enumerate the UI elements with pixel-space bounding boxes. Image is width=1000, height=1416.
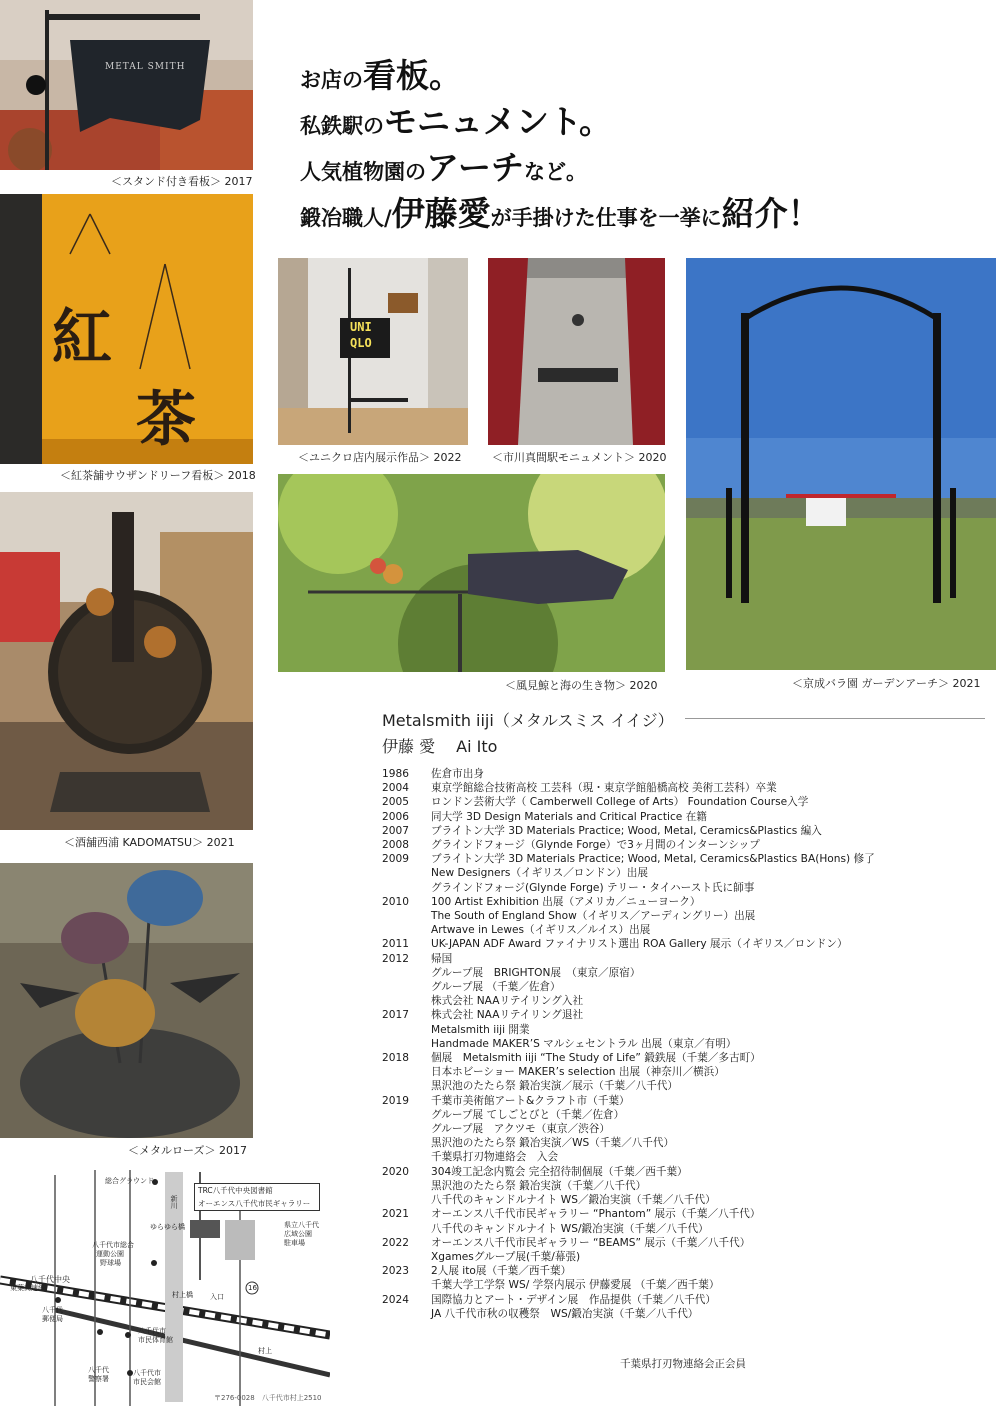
map-label-police-2: 警察署 [88, 1375, 109, 1383]
career-row [382, 1179, 992, 1193]
career-row [382, 909, 992, 923]
career-row [382, 895, 992, 909]
career-row [382, 1136, 992, 1150]
headline-segment: お店の [300, 67, 363, 92]
headline-line-4 [300, 188, 821, 235]
career-entry: 株式会社 NAAリテイリング退社 [431, 1009, 584, 1022]
career-entry: Metalsmith iiji 開業 [431, 1023, 530, 1036]
map-venue-line-1: TRC八千代中央図書館 [198, 1186, 273, 1195]
career-entry: 同大学 3D Design Materials and Critical Practice 在籍 [431, 810, 707, 823]
career-row [382, 838, 992, 852]
career-entry: ロンドン芸術大学（ Camberwell College of Arts） Foundation Course入学 [431, 796, 809, 809]
career-entry: グラインドフォージ(Glynde Forge) テリー・タイハースト氏に師事 [431, 881, 755, 894]
career-row [382, 1165, 992, 1179]
career-entry: Xgamesグループ展(千葉/幕張) [431, 1250, 581, 1263]
career-row [382, 1264, 992, 1278]
career-year: 2023 [382, 1265, 409, 1278]
career-year [382, 1065, 431, 1079]
career-row [382, 1094, 992, 1108]
career-row [382, 881, 992, 895]
career-year: 2011 [382, 938, 409, 951]
headline-line-1 [300, 50, 462, 97]
map-label-post-2: 郵便局 [42, 1315, 63, 1323]
map-label-murakami: 村上 [258, 1347, 272, 1355]
photo-kadomatsu [0, 492, 253, 830]
map-label-murakami-bridge: 村上橋 [172, 1291, 193, 1299]
career-row [382, 824, 992, 838]
brand-divider [685, 718, 985, 719]
career-row [382, 994, 992, 1008]
career-entry: 日本ホビーショー MAKER’s selection 出展（神奈川／横浜） [431, 1066, 725, 1079]
career-year [382, 1278, 431, 1292]
headline-segment: 人気植物園の [300, 159, 426, 184]
headline-line-2 [300, 96, 612, 143]
caption-whale: ＜風見鯨と海の生き物＞ 2020 [505, 679, 658, 692]
map-label-post-1: 八千代 [42, 1306, 63, 1314]
career-entry: 八千代のキャンドルナイト WS／鍛冶実演（千葉／八千代） [431, 1194, 716, 1207]
career-row [382, 1122, 992, 1136]
career-row [382, 1193, 992, 1207]
career-row [382, 781, 992, 795]
career-entry: グループ展 てしごとびと（千葉／佐倉） [431, 1108, 625, 1121]
career-entry: 国際協力とアート・デザイン展 作品提供（千葉／八千代） [431, 1293, 716, 1306]
map-label-shinkawa: 新川 [170, 1195, 178, 1209]
career-entry: 304竣工記念内覧会 完全招待制個展（千葉／西千葉） [431, 1165, 688, 1178]
career-entry: 100 Artist Exhibition 出展（アメリカ／ニューヨーク） [431, 895, 701, 908]
tea-sign-char-1: 紅 [52, 303, 112, 373]
career-year [382, 1193, 431, 1207]
career-row [382, 1207, 992, 1221]
headline-segment: 紹介！ [721, 194, 821, 233]
career-row [382, 852, 992, 866]
career-row [382, 923, 992, 937]
caption-uniqlo: ＜ユニクロ店内展示作品＞ 2022 [298, 451, 462, 464]
career-entry: 佐倉市出身 [431, 768, 484, 780]
career-year [382, 923, 431, 937]
career-entry: ブライトン大学 3D Materials Practice; Wood, Metal, Ceramics&Plastics BA(Hons) 修了 [431, 853, 875, 866]
headline-segment: 伊藤愛 [391, 194, 491, 233]
career-year [382, 1222, 431, 1236]
career-year [382, 994, 431, 1008]
career-entry: ブライトン大学 3D Materials Practice; Wood, Metal, Ceramics&Plastics 編入 [431, 824, 822, 837]
career-entry: The South of England Show（イギリス／アーディングリー）出展 [431, 910, 756, 923]
career-year [382, 866, 431, 880]
headline-segment: 鍛冶職人/ [300, 205, 392, 230]
headline-segment: 看板。 [363, 56, 462, 95]
career-row [382, 1108, 992, 1122]
headline-segment: モニュメント。 [384, 102, 613, 141]
career-row [382, 937, 992, 951]
caption-stand-sign: ＜スタンド付き看板＞ 2017 [111, 175, 253, 188]
caption-metal-rose: ＜メタルローズ＞ 2017 [128, 1144, 247, 1157]
career-entry: 千葉市美術館アート&クラフト市（千葉） [431, 1094, 630, 1107]
career-row [382, 1150, 992, 1164]
career-year [382, 1037, 431, 1051]
career-year: 1986 [382, 768, 409, 780]
career-row [382, 810, 992, 824]
career-year: 2019 [382, 1094, 409, 1107]
career-entry: グループ展 BRIGHTON展 （東京／原宿） [431, 966, 641, 979]
career-row [382, 795, 992, 809]
career-entry: グラインドフォージ（Glynde Forge）で3ヶ月間のインターンシップ [431, 839, 760, 852]
career-year [382, 1250, 431, 1264]
career-list [382, 767, 992, 1321]
career-entry: Artwave in Lewes（イギリス／ルイス）出展 [431, 924, 651, 937]
career-entry: グループ展 アクツモ（東京／渋谷） [431, 1123, 610, 1136]
career-year: 2012 [382, 952, 409, 965]
career-entry: 八千代のキャンドルナイト WS/鍛冶実演（千葉／八千代） [431, 1222, 709, 1235]
career-year [382, 966, 431, 980]
career-entry: 2人展 ito展（千葉／西千葉） [431, 1265, 572, 1278]
career-year [382, 1023, 431, 1037]
career-row [382, 1293, 992, 1307]
career-row [382, 767, 992, 781]
career-entry: 個展 Metalsmith iiji “The Study of Life” 鍛鉄展（千葉／多古町） [431, 1052, 761, 1065]
map-label-hall-2: 市民会館 [133, 1378, 161, 1386]
photo-stand-sign [0, 0, 253, 170]
photo-arch [686, 258, 996, 670]
career-year [382, 1079, 431, 1093]
career-row [382, 980, 992, 994]
map-label-park-2: 運動公園 [96, 1250, 124, 1258]
caption-arch: ＜京成バラ園 ガーデンアーチ＞ 2021 [792, 677, 981, 690]
photo-metal-rose [0, 863, 253, 1138]
artist-name: 伊藤 愛 Ai Ito [382, 737, 498, 756]
career-year: 2004 [382, 782, 409, 795]
career-entry: 株式会社 NAAリテイリング入社 [431, 995, 584, 1008]
brand-name: Metalsmith iiji（メタルスミス イイジ） [382, 711, 674, 730]
career-entry: 黒沢池のたたら祭 鍛冶実演／展示（千葉／八千代） [431, 1080, 679, 1093]
career-row [382, 866, 992, 880]
map-venue-line-2: オーエンス八千代市民ギャラリー [198, 1199, 311, 1208]
career-year [382, 909, 431, 923]
career-year: 2020 [382, 1165, 409, 1178]
career-year [382, 1136, 431, 1150]
career-row [382, 1037, 992, 1051]
uniqlo-sign-line-2: QLO [350, 336, 372, 350]
map-label-entrance: 入口 [210, 1293, 224, 1301]
map-label-pref-park-1: 県立八千代 [284, 1221, 319, 1229]
map-label-station: 八千代中央 [30, 1275, 70, 1284]
career-year: 2021 [382, 1208, 409, 1221]
career-year [382, 1150, 431, 1164]
membership-note: 千葉県打刃物連絡会正会員 [620, 1358, 746, 1370]
career-entry: 千葉県打刃物連絡会 入会 [431, 1151, 559, 1164]
career-row [382, 1236, 992, 1250]
career-year [382, 1122, 431, 1136]
headline-segment: 私鉄駅の [300, 113, 384, 138]
map-label-gym-1: 八千代市 [138, 1327, 166, 1335]
career-entry: 千葉大学工学祭 WS/ 学祭内展示 伊藤愛展 （千葉／西千葉） [431, 1279, 720, 1292]
caption-tea-sign: ＜紅茶舗サウザンドリーフ看板＞ 2018 [60, 469, 256, 482]
career-entry: Handmade MAKER’S マルシェセントラル 出展（東京／有明） [431, 1037, 737, 1050]
map-address: 〒276-0028 八千代市村上2510 [214, 1394, 322, 1402]
career-entry: New Designers（イギリス／ロンドン）出展 [431, 867, 648, 880]
career-row [382, 1008, 992, 1022]
headline-segment: アーチ [426, 148, 525, 187]
map-label-route: 16 [248, 1284, 257, 1292]
career-row [382, 1023, 992, 1037]
career-year: 2010 [382, 895, 409, 908]
career-year [382, 980, 431, 994]
caption-kadomatsu: ＜酒舗西浦 KADOMATSU＞ 2021 [64, 836, 235, 849]
map-label-toyo-line: 東葉高速線 [10, 1284, 45, 1292]
career-year: 2007 [382, 824, 409, 837]
career-entry: オーエンス八千代市民ギャラリー “Phantom” 展示（千葉／八千代） [431, 1208, 761, 1221]
career-row [382, 1065, 992, 1079]
career-year [382, 881, 431, 895]
career-row [382, 1250, 992, 1264]
career-entry: 黒沢池のたたら祭 鍛冶実演（千葉／八千代） [431, 1179, 647, 1192]
career-year: 2009 [382, 853, 409, 866]
career-year [382, 1307, 431, 1321]
map-label-police-1: 八千代 [88, 1366, 109, 1374]
career-entry: UK-JAPAN ADF Award ファイナリスト選出 ROA Gallery 展示（イギリス／ロンドン） [431, 938, 848, 951]
career-row [382, 952, 992, 966]
career-row [382, 1051, 992, 1065]
map-label-park-3: 野球場 [100, 1259, 121, 1267]
career-entry: オーエンス八千代市民ギャラリー “BEAMS” 展示（千葉／八千代） [431, 1236, 751, 1249]
career-year: 2017 [382, 1009, 409, 1022]
photo-ichikawa [488, 258, 665, 445]
photo-uniqlo [278, 258, 468, 445]
career-entry: 帰国 [431, 952, 453, 965]
career-entry: グループ展 （千葉／佐倉） [431, 981, 561, 994]
career-entry: 東京学館総合技術高校 工芸科（現・東京学館船橋高校 美術工芸科）卒業 [431, 782, 777, 795]
photo-whale [278, 474, 665, 672]
map-label-hall-1: 八千代市 [133, 1369, 161, 1377]
headline-line-3 [300, 142, 587, 189]
career-entry: JA 八千代市秋の収穫祭 WS/鍛冶実演（千葉／八千代） [431, 1307, 699, 1320]
map-label-pref-park-2: 広域公園 [284, 1230, 312, 1238]
career-row [382, 1307, 992, 1321]
career-year: 2006 [382, 810, 409, 823]
map-label-park-1: 八千代市総合 [92, 1241, 134, 1249]
career-year: 2018 [382, 1052, 409, 1065]
map-venue-box [194, 1183, 320, 1211]
photo-tea-sign [0, 194, 253, 464]
tea-sign-char-2: 茶 [136, 385, 196, 455]
map-label-yurayura: ゆらゆら橋 [150, 1223, 185, 1231]
career-year: 2005 [382, 796, 409, 809]
career-year: 2008 [382, 839, 409, 852]
map-label-gym-2: 市民体育館 [138, 1336, 173, 1344]
headline-segment: など。 [524, 159, 588, 184]
headline-segment: が手掛けた仕事を一挙に [490, 205, 722, 230]
map-label-ground: 総合グラウンド [105, 1177, 154, 1185]
stand-sign-text: METAL SMITH [105, 62, 186, 72]
career-year: 2022 [382, 1236, 409, 1249]
map-label-pref-park-3: 駐車場 [284, 1239, 305, 1247]
career-year: 2024 [382, 1293, 409, 1306]
career-row [382, 1278, 992, 1292]
career-year [382, 1179, 431, 1193]
career-entry: 黒沢池のたたら祭 鍛冶実演／WS（千葉／八千代） [431, 1137, 675, 1150]
uniqlo-sign-line-1: UNI [350, 320, 372, 334]
career-row [382, 966, 992, 980]
career-year [382, 1108, 431, 1122]
career-row [382, 1222, 992, 1236]
caption-ichikawa: ＜市川真間駅モニュメント＞ 2020 [492, 451, 667, 464]
career-row [382, 1079, 992, 1093]
